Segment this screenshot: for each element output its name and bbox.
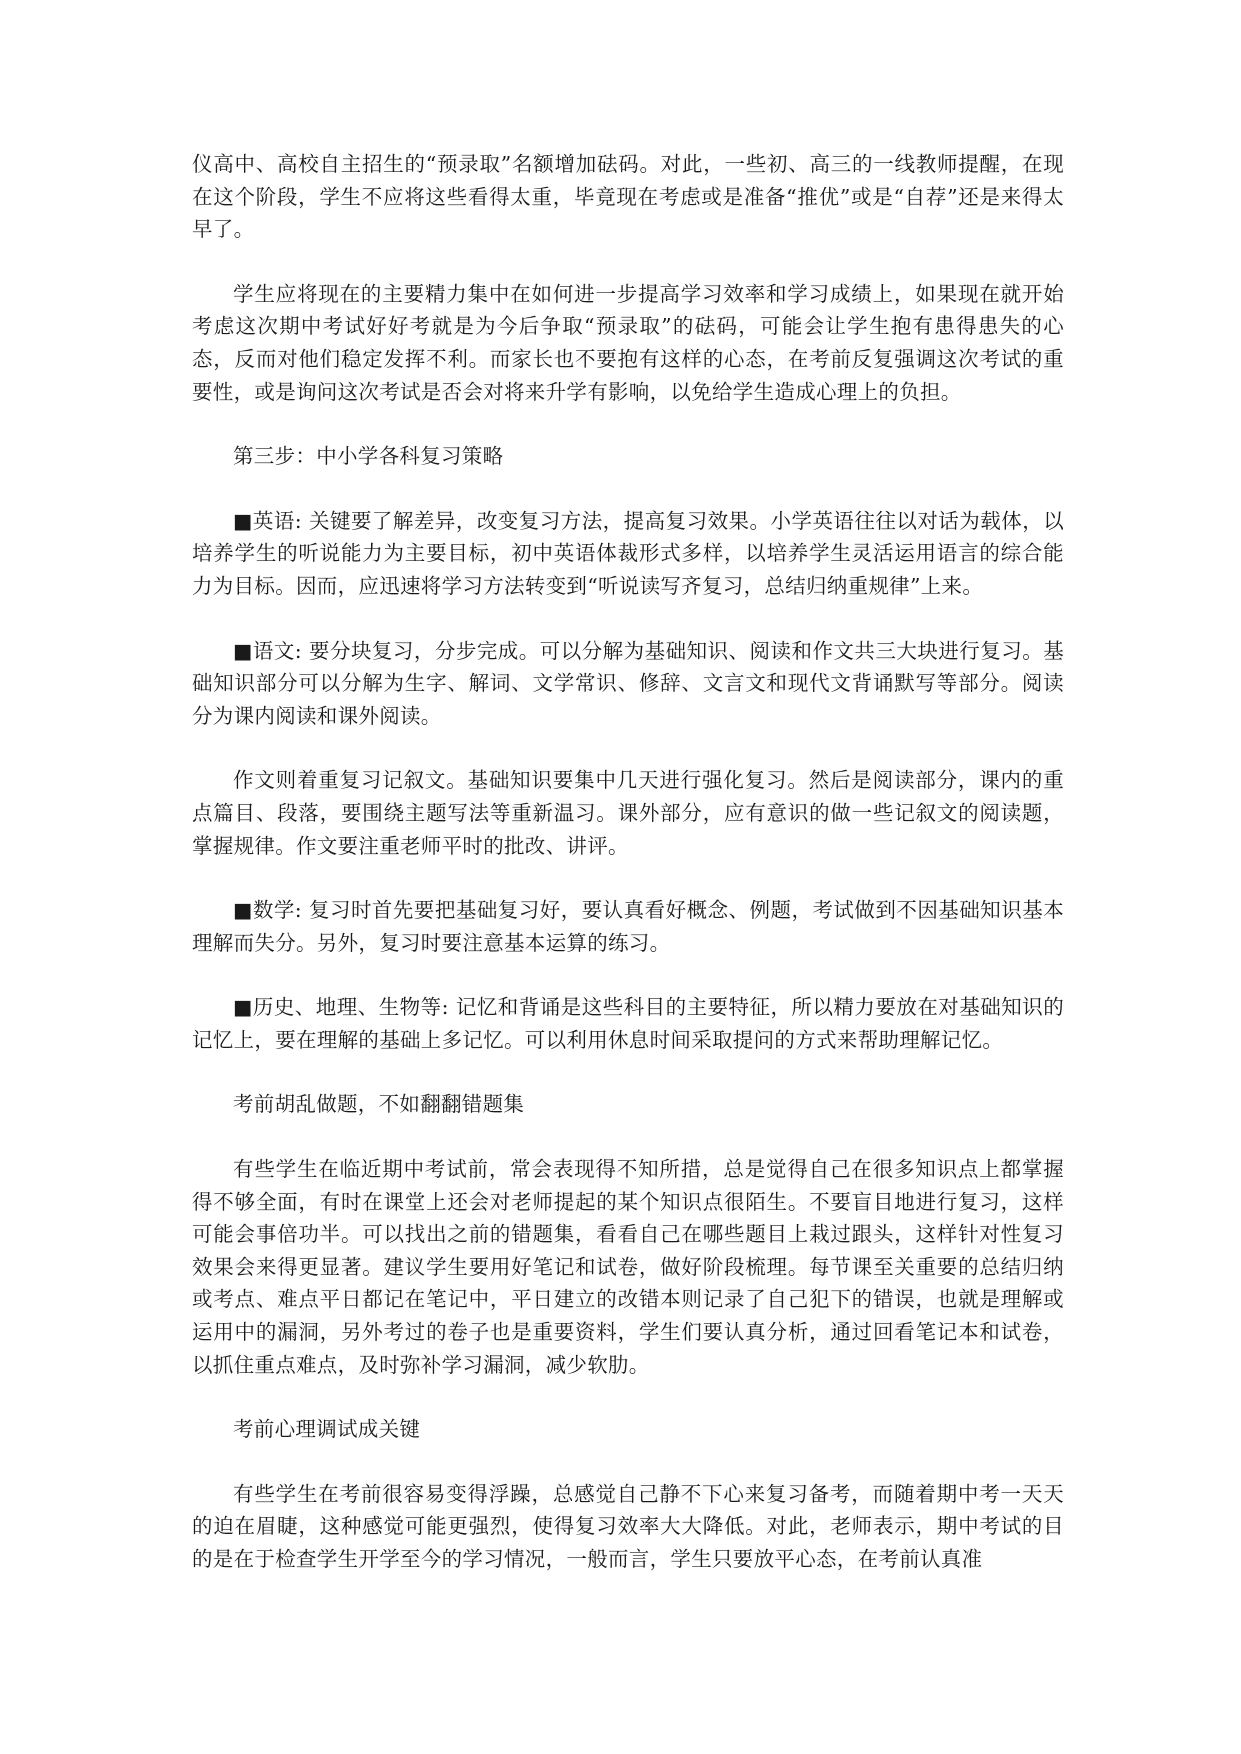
paragraph-history-geography-biology: ■历史、地理、生物等: 记忆和背诵是这些科目的主要特征，所以精力要放在对基础知识的记忆上，要在理解的基础上多记忆。可以利用休息时间采取提问的方式来帮助理解记忆。 <box>192 995 1064 1052</box>
document-body <box>192 148 1064 1576</box>
paragraph-2: 学生应将现在的主要精力集中在如何进一步提高学习效率和学习成绩上，如果现在就开始考虑这次期中考试好好考就是为今后争取“预录取”的砝码，可能会让学生抱有患得患失的心态，反而对他们稳定发挥不利。而家长也不要抱有这样的心态，在考前反复强调这次考试的重要性，或是询问这次考试是否会对将来升学有影响，以免给学生造成心理上的负担。 <box>192 281 1064 404</box>
section-heading-mistake-collection: 考前胡乱做题，不如翻翻错题集 <box>233 1092 525 1117</box>
paragraph-mistake-review: 有些学生在临近期中考试前，常会表现得不知所措，总是觉得自己在很多知识点上都掌握得不够全面，有时在课堂上还会对老师提起的某个知识点很陌生。不要盲目地进行复习，这样可能会事倍功半。可以找出之前的错题集，看看自己在哪些题目上栽过跟头，这样针对性复习效果会来得更显著。建议学生要用好笔记和试卷，做好阶段梳理。每节课至关重要的总结归纳或考点、难点平日都记在笔记中，平日建立的改错本则记录了自己犯下的错误，也就是理解或运用中的漏洞，另外考过的卷子也是重要资料，学生们要认真分析，通过回看笔记本和试卷，以抓住重点难点，及时弥补学习漏洞，减少软肋。 <box>192 1157 1064 1377</box>
paragraph-english: ■英语: 关键要了解差异，改变复习方法，提高复习效果。小学英语往往以对话为载体，以培养学生的听说能力为主要目标，初中英语体裁形式多样，以培养学生灵活运用语言的综合能力为目标。因而，应迅速将学习方法转变到“听说读写齐复习，总结归纳重规律”上来。 <box>192 508 1064 598</box>
paragraph-mental-adjustment: 有些学生在考前很容易变得浮躁，总感觉自己静不下心来复习备考，而随着期中考一天天的迫在眉睫，这种感觉可能更强烈，使得复习效率大大降低。对此，老师表示，期中考试的目的是在于检查学生开学至今的学习情况，一般而言，学生只要放平心态，在考前认真准 <box>192 1481 1064 1571</box>
paragraph-composition: 作文则着重复习记叙文。基础知识要集中几天进行强化复习。然后是阅读部分，课内的重点篇目、段落，要围绕主题写法等重新温习。课外部分，应有意识的做一些记叙文的阅读题，掌握规律。作文要注重老师平时的批改、讲评。 <box>192 768 1064 858</box>
paragraph-1: 仪高中、高校自主招生的“预录取”名额增加砝码。对此，一些初、高三的一线教师提醒，在现在这个阶段，学生不应将这些看得太重，毕竟现在考虑或是准备“推优”或是“自荐”还是来得太早了。 <box>192 152 1064 242</box>
section-heading-step-three: 第三步：中小学各科复习策略 <box>233 444 504 469</box>
section-heading-mental-adjustment: 考前心理调试成关键 <box>233 1417 421 1442</box>
paragraph-chinese: ■语文: 要分块复习，分步完成。可以分解为基础知识、阅读和作文共三大块进行复习。基础知识部分可以分解为生字、解词、文学常识、修辞、文言文和现代文背诵默写等部分。阅读分为课内阅读和课外阅读。 <box>192 638 1064 728</box>
paragraph-math: ■数学: 复习时首先要把基础复习好，要认真看好概念、例题，考试做到不因基础知识基本理解而失分。另外，复习时要注意基本运算的练习。 <box>192 898 1064 955</box>
